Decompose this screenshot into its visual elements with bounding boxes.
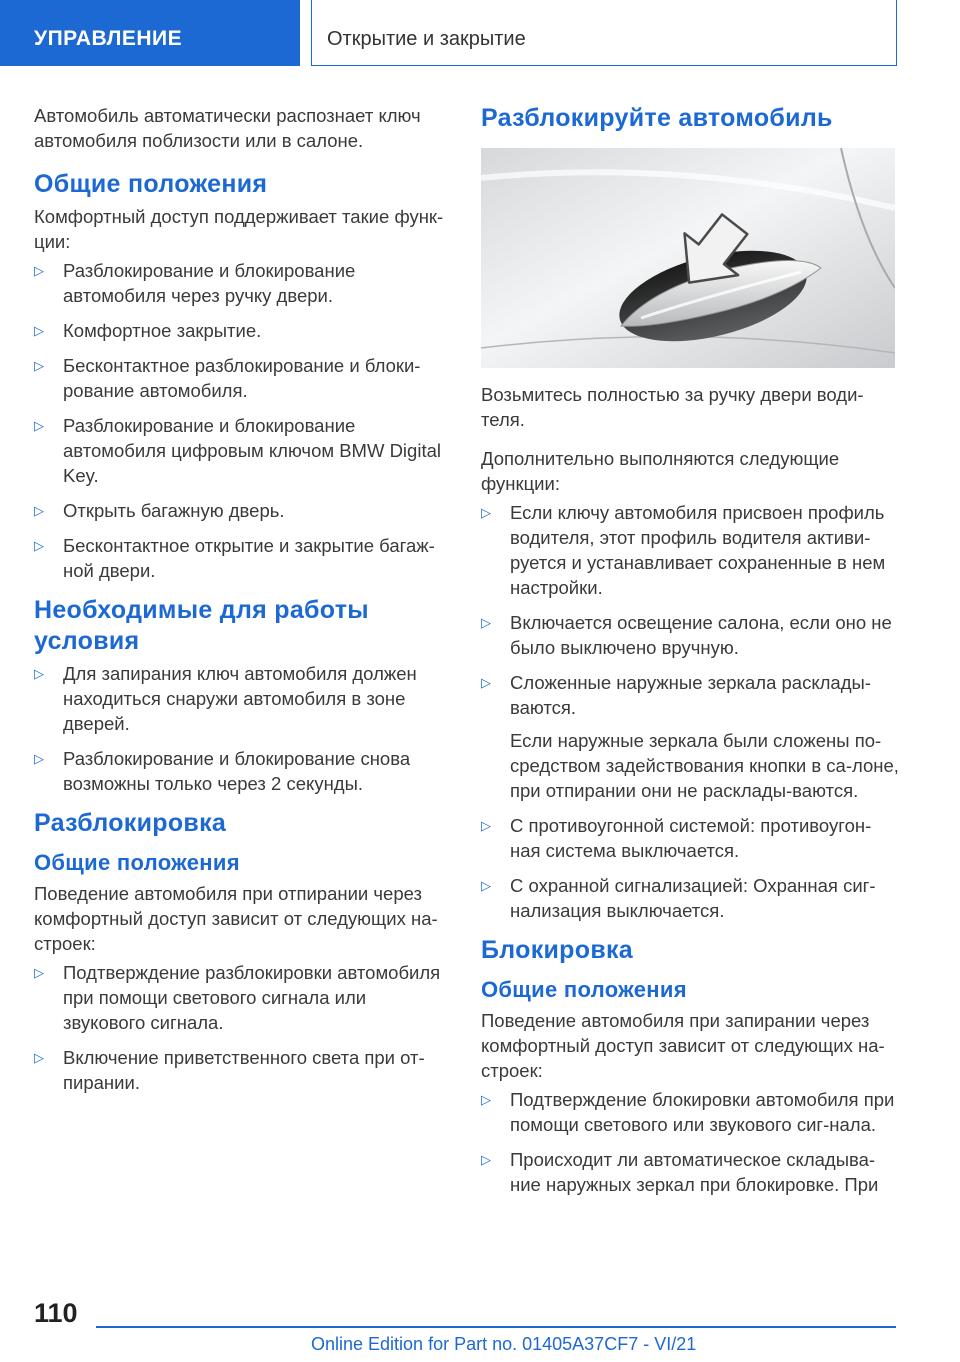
list-item: ▷ Подтверждение разблокировки автомобиля при помощи светового сигнала или звукового сигнала.	[34, 962, 441, 1033]
general-text: Комфортный доступ поддерживает такие функ-ции:	[34, 206, 444, 252]
list-item: ▷ С противоугонной системой: противоугон-ная система выключается.	[481, 815, 872, 861]
door-handle-illustration	[481, 148, 895, 368]
list-item: ▷ Открыть багажную дверь.	[34, 500, 285, 521]
list-item: ▷ Бесконтактное открытие и закрытие багаж-ной двери.	[34, 535, 435, 581]
subheading-unlocking-general: Общие положения	[34, 850, 240, 875]
list-item: ▷ Происходит ли автоматическое складыва-ние наружных зеркал при блокировке. При	[481, 1149, 879, 1195]
mirror-note: Если наружные зеркала были сложены по-средством задействования кнопки в са-лоне, при отпирании они не расклады-ваются.	[510, 730, 899, 801]
footer-edition: Online Edition for Part no. 01405A37CF7 - VI/21	[311, 1334, 697, 1354]
bullet-triangle-icon: ▷	[34, 538, 44, 553]
bullet-triangle-icon: ▷	[481, 505, 491, 520]
bullet-triangle-icon: ▷	[481, 878, 491, 893]
unlock-functions-list	[481, 500, 899, 720]
bullet-triangle-icon: ▷	[481, 615, 491, 630]
locking-text: Поведение автомобиля при запирании через комфортный доступ зависит от следующих на-строек:	[481, 1010, 885, 1081]
list-item: ▷ Для запирания ключ автомобиля должен находиться снаружи автомобиля в зоне дверей.	[34, 663, 417, 734]
list-item: ▷ Бесконтактное разблокирование и блоки-рование автомобиля.	[34, 355, 421, 401]
unlocking-list	[34, 960, 452, 1095]
heading-general: Общие положения	[34, 170, 268, 198]
header-section-tab	[0, 0, 300, 66]
heading-conditions: Необходимые для работы условия	[34, 596, 369, 655]
list-item: ▷ Сложенные наружные зеркала расклады-ваются.	[481, 672, 871, 718]
unlocking-text: Поведение автомобиля при отпирании через комфортный доступ зависит от следующих на-строек:	[34, 883, 438, 954]
footer-divider	[96, 1326, 896, 1328]
page-number: 110	[34, 1298, 78, 1328]
bullet-triangle-icon: ▷	[34, 751, 44, 766]
bullet-triangle-icon: ▷	[481, 1092, 491, 1107]
heading-unlocking: Разблокировка	[34, 809, 227, 837]
bullet-triangle-icon: ▷	[34, 358, 44, 373]
right-column	[481, 103, 899, 1209]
bullet-triangle-icon: ▷	[34, 323, 44, 338]
bullet-triangle-icon: ▷	[481, 818, 491, 833]
list-item: ▷ Разблокирование и блокирование снова возможны только через 2 секунды.	[34, 748, 411, 794]
list-item: ▷ Разблокирование и блокирование автомобиля цифровым ключом BMW Digital Key.	[34, 415, 441, 486]
list-item: ▷ Подтверждение блокировки автомобиля при помощи светового или звукового сиг-нала.	[481, 1089, 895, 1135]
bullet-triangle-icon: ▷	[34, 1050, 44, 1065]
list-item: ▷ Разблокирование и блокирование автомобиля через ручку двери.	[34, 260, 356, 306]
heading-unlock-car: Разблокируйте автомобиль	[481, 104, 833, 132]
bullet-triangle-icon: ▷	[34, 965, 44, 980]
unlock-functions-list-2	[481, 813, 899, 923]
conditions-list	[34, 661, 452, 796]
heading-locking: Блокировка	[481, 936, 633, 964]
locking-list	[481, 1087, 899, 1197]
list-item: ▷ Включение приветственного света при от-пирании.	[34, 1047, 425, 1093]
bullet-triangle-icon: ▷	[34, 418, 44, 433]
header-title-box	[311, 0, 897, 66]
bullet-triangle-icon: ▷	[34, 263, 44, 278]
bullet-triangle-icon: ▷	[481, 675, 491, 690]
bullet-triangle-icon: ▷	[34, 503, 44, 518]
header-title: Открытие и закрытие	[327, 28, 526, 50]
general-list	[34, 258, 452, 583]
bullet-triangle-icon: ▷	[481, 1152, 491, 1167]
bullet-triangle-icon: ▷	[34, 666, 44, 681]
left-column	[34, 103, 452, 1107]
unlock-text-2: Дополнительно выполняются следующие функции:	[481, 448, 840, 494]
list-item: ▷ Если ключу автомобиля присвоен профиль водителя, этот профиль водителя активи-руется и устанавливает сохраненные в нем настройки.	[481, 502, 886, 598]
subheading-locking-general: Общие положения	[481, 977, 687, 1002]
header-section-label: УПРАВЛЕНИЕ	[34, 27, 183, 50]
list-item: ▷ Комфортное закрытие.	[34, 320, 262, 341]
intro-paragraph: Автомобиль автоматически распознает ключ автомобиля поблизости или в салоне.	[34, 105, 421, 151]
unlock-text-1: Возьмитесь полностью за ручку двери води-теля.	[481, 384, 864, 430]
list-item: ▷ Включается освещение салона, если оно не было выключено вручную.	[481, 612, 892, 658]
list-item: ▷ С охранной сигнализацией: Охранная сиг-нализация выключается.	[481, 875, 876, 921]
